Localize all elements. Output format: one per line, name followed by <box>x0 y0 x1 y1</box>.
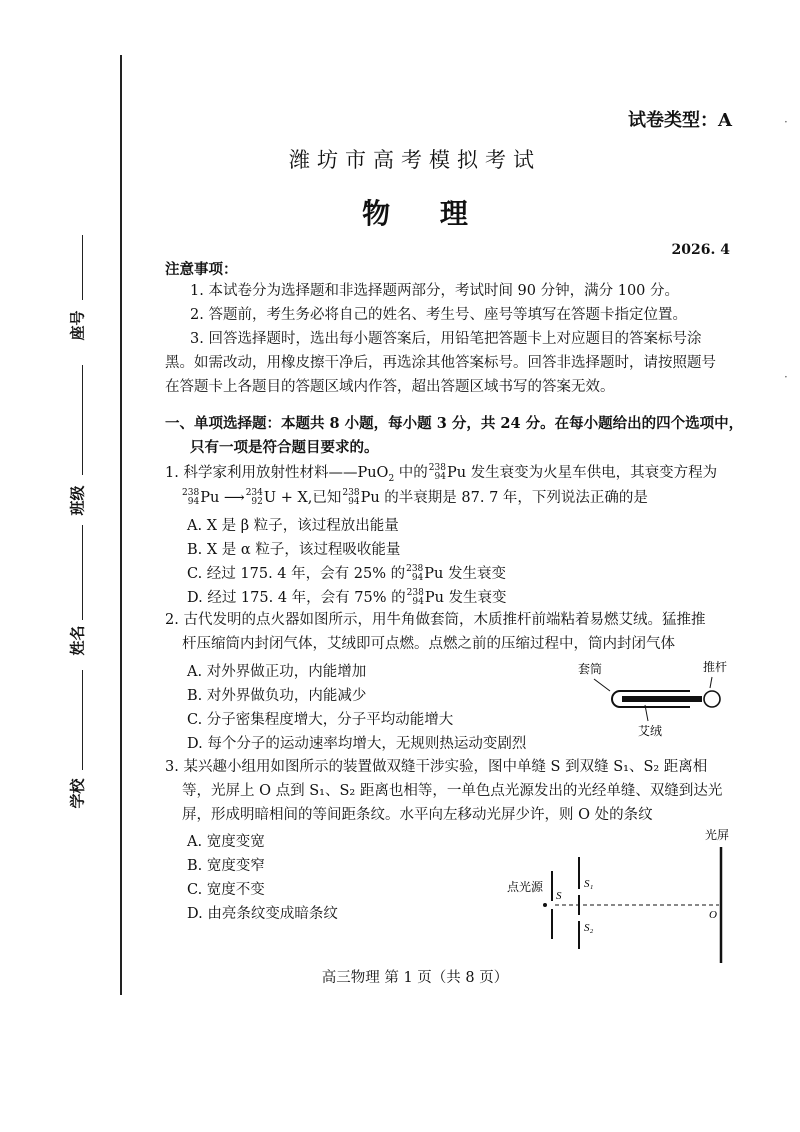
slit-s-label: S <box>556 890 562 902</box>
notice-item: 在答题卡上各题目的答题区域内作答，超出答题区域书写的答案无效。 <box>165 379 615 395</box>
q2-stem-line1: 2. 古代发明的点火器如图所示，用牛角做套筒，木质推杆前端粘着易燃艾绒。猛推推 <box>165 612 706 628</box>
q3-option-a: A. 宽度变宽 <box>187 834 265 850</box>
seat-blank <box>82 235 83 300</box>
q2-option-c: C. 分子密集程度增大，分子平均动能增大 <box>187 712 454 728</box>
q3-stem-line1: 3. 某兴趣小组用如图所示的装置做双缝干涉实验，图中单缝 S 到双缝 S₁、S₂ 距离相 <box>165 759 708 775</box>
q2-option-b: B. 对外界做负功，内能减少 <box>187 688 367 704</box>
q1-stem-line2: 238 94 Pu ⟶ 234 92 U + X,已知 238 94 Pu 的半衰期是 87. 7 年，下列说法正确的是 <box>182 488 648 507</box>
q3-stem-line2: 等，光屏上 O 点到 S₁、S₂ 距离也相等，一单色点光源发出的光经单缝、双缝到达光 <box>182 783 723 799</box>
notice-item: 黑。如需改动，用橡皮擦干净后，再选涂其他答案标号。回答非选择题时，请按照题号 <box>165 355 716 371</box>
q1-option-b: B. X 是 α 粒子，该过程吸收能量 <box>187 542 401 558</box>
notice-title: 注意事项： <box>165 261 238 278</box>
notice-item: 1. 本试卷分为选择题和非选择题两部分，考试时间 90 分钟，满分 100 分。 <box>190 283 680 299</box>
school-blank <box>82 670 83 770</box>
paper-type: 试卷类型：A <box>628 110 732 131</box>
section-heading-2: 只有一项是符合题目要求的。 <box>190 439 379 456</box>
sleeve-label: 套筒 <box>578 662 603 676</box>
margin-mark: · <box>784 115 788 129</box>
q1-option-c: C. 经过 175. 4 年，会有 25% 的 238 94 Pu 发生衰变 <box>187 564 506 583</box>
double-slit-figure <box>505 825 745 965</box>
exam-title: 潍坊市高考模拟考试 <box>289 148 541 172</box>
name-blank <box>82 525 83 620</box>
q2-stem-line2: 杆压缩筒内封闭气体，艾绒即可点燃。点燃之前的压缩过程中，筒内封闭气体 <box>182 636 675 652</box>
q3-option-b: B. 宽度变窄 <box>187 858 265 874</box>
moxa-label: 艾绒 <box>638 724 663 738</box>
school-label: 学校 <box>68 778 87 809</box>
section-heading: 一、单项选择题：本题共 8 小题，每小题 3 分，共 24 分。在每小题给出的四个选项中， <box>165 415 744 432</box>
exam-date: 2026. 4 <box>671 242 730 258</box>
class-blank <box>82 365 83 475</box>
q2-option-d: D. 每个分子的运动速率均增大，无规则热运动变剧烈 <box>187 736 527 752</box>
fire-piston-figure <box>570 655 750 745</box>
subject-title: 物 理 <box>362 197 468 230</box>
source-label: 点光源 <box>507 880 544 894</box>
notice-item: 3. 回答选择题时，选出每小题答案后，用铅笔把答题卡上对应题目的答案标号涂 <box>190 331 702 347</box>
margin-mark: · <box>784 370 788 384</box>
notice-item: 2. 答题前，考生务必将自己的姓名、考生号、座号等填写在答题卡指定位置。 <box>190 307 687 323</box>
name-label: 姓名 <box>68 625 87 656</box>
rod-label: 推杆 <box>703 660 728 674</box>
q3-stem-line3: 屏，形成明暗相间的等间距条纹。水平向左移动光屏少许，则 O 处的条纹 <box>182 807 653 823</box>
point-o-label: O <box>709 909 717 921</box>
screen-label: 光屏 <box>705 828 730 842</box>
class-label: 班级 <box>68 485 87 516</box>
q1-stem-line1: 1. 科学家利用放射性材料——PuO$_2$ 中的 238 94 Pu 发生衰变为火星车供电，其衰变方程为 <box>165 463 718 484</box>
q1-option-d: D. 经过 175. 4 年，会有 75% 的 238 94 Pu 发生衰变 <box>187 588 507 607</box>
slit-s2-label: S₂ <box>584 922 594 934</box>
seat-label: 座号 <box>68 310 87 341</box>
q3-option-d: D. 由亮条纹变成暗条纹 <box>187 906 338 922</box>
q3-option-c: C. 宽度不变 <box>187 882 265 898</box>
slit-s1-label: S₁ <box>584 878 594 890</box>
page-footer: 高三物理 第 1 页（共 8 页） <box>321 970 509 986</box>
q1-option-a: A. X 是 β 粒子，该过程放出能量 <box>187 518 399 534</box>
q2-option-a: A. 对外界做正功，内能增加 <box>187 664 367 680</box>
